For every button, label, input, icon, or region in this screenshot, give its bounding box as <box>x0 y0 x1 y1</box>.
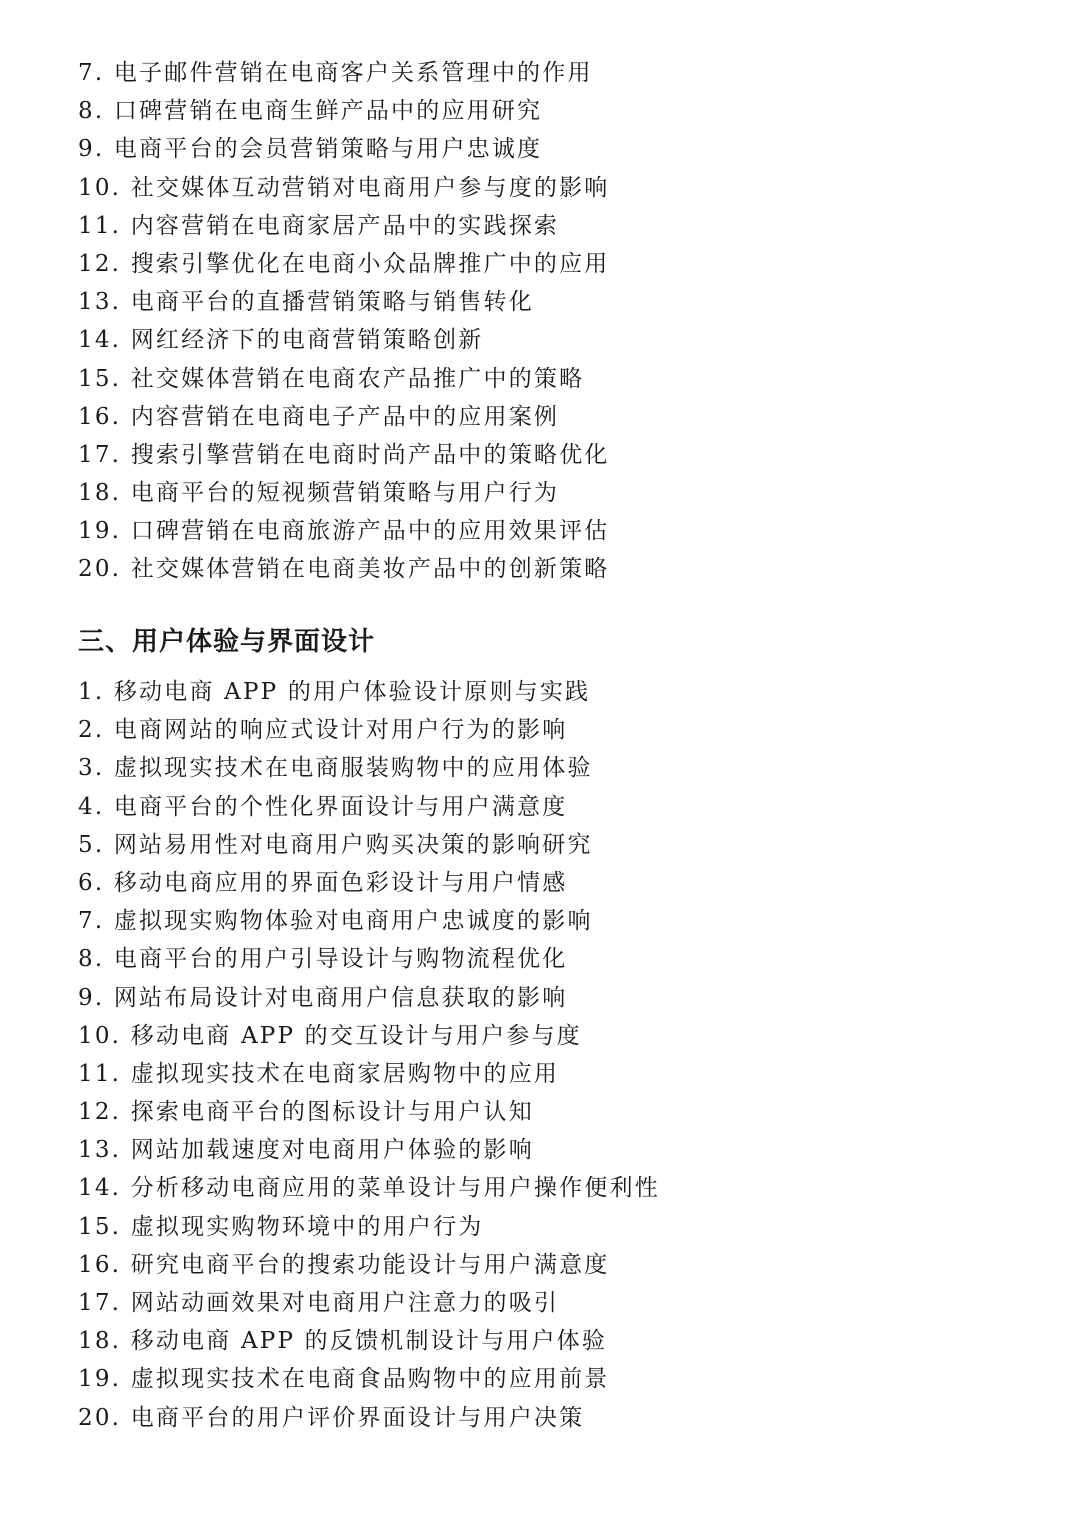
list-item: 11. 内容营销在电商家居产品中的实践探索 <box>78 212 560 239</box>
topic-list-ux-design <box>78 673 660 1437</box>
list-item: 19. 虚拟现实技术在电商食品购物中的应用前景 <box>78 1366 610 1393</box>
list-item: 17. 搜索引擎营销在电商时尚产品中的策略优化 <box>78 441 610 468</box>
list-item: 8. 口碑营销在电商生鲜产品中的应用研究 <box>78 98 543 125</box>
list-item: 7. 虚拟现实购物体验对电商用户忠诚度的影响 <box>78 908 593 935</box>
list-item: 8. 电商平台的用户引导设计与购物流程优化 <box>78 946 568 973</box>
list-item: 13. 电商平台的直播营销策略与销售转化 <box>78 289 534 316</box>
list-item: 2. 电商网站的响应式设计对用户行为的影响 <box>78 717 568 744</box>
list-item: 20. 社交媒体营销在电商美妆产品中的创新策略 <box>78 556 610 583</box>
list-item: 9. 电商平台的会员营销策略与用户忠诚度 <box>78 136 543 163</box>
list-item: 12. 探索电商平台的图标设计与用户认知 <box>78 1099 534 1126</box>
list-item: 3. 虚拟现实技术在电商服装购物中的应用体验 <box>78 755 593 782</box>
list-item: 10. 社交媒体互动营销对电商用户参与度的影响 <box>78 174 610 201</box>
list-item: 17. 网站动画效果对电商用户注意力的吸引 <box>78 1290 560 1316</box>
list-item: 7. 电子邮件营销在电商客户关系管理中的作用 <box>78 60 593 86</box>
section-heading: 三、用户体验与界面设计 <box>78 627 376 657</box>
list-item: 19. 口碑营销在电商旅游产品中的应用效果评估 <box>78 518 610 545</box>
list-item: 10. 移动电商 APP 的交互设计与用户参与度 <box>78 1022 582 1049</box>
list-item: 12. 搜索引擎优化在电商小众品牌推广中的应用 <box>78 250 610 277</box>
list-item: 15. 虚拟现实购物环境中的用户行为 <box>78 1213 484 1240</box>
topic-list-marketing <box>78 54 610 589</box>
list-item: 18. 电商平台的短视频营销策略与用户行为 <box>78 480 560 507</box>
list-item: 14. 网红经济下的电商营销策略创新 <box>78 327 484 354</box>
list-item: 13. 网站加载速度对电商用户体验的影响 <box>78 1137 534 1164</box>
list-item: 4. 电商平台的个性化界面设计与用户满意度 <box>78 793 568 820</box>
list-item: 9. 网站布局设计对电商用户信息获取的影响 <box>78 984 568 1011</box>
list-item: 14. 分析移动电商应用的菜单设计与用户操作便利性 <box>78 1175 660 1202</box>
list-item: 5. 网站易用性对电商用户购买决策的影响研究 <box>78 831 593 858</box>
list-item: 16. 研究电商平台的搜索功能设计与用户满意度 <box>78 1251 610 1278</box>
list-item: 11. 虚拟现实技术在电商家居购物中的应用 <box>78 1060 560 1087</box>
list-item: 1. 移动电商 APP 的用户体验设计原则与实践 <box>78 679 591 705</box>
list-item: 15. 社交媒体营销在电商农产品推广中的策略 <box>78 365 585 392</box>
list-item: 18. 移动电商 APP 的反馈机制设计与用户体验 <box>78 1328 608 1355</box>
list-item: 20. 电商平台的用户评价界面设计与用户决策 <box>78 1404 585 1431</box>
list-item: 6. 移动电商应用的界面色彩设计与用户情感 <box>78 869 568 896</box>
list-item: 16. 内容营销在电商电子产品中的应用案例 <box>78 403 560 430</box>
